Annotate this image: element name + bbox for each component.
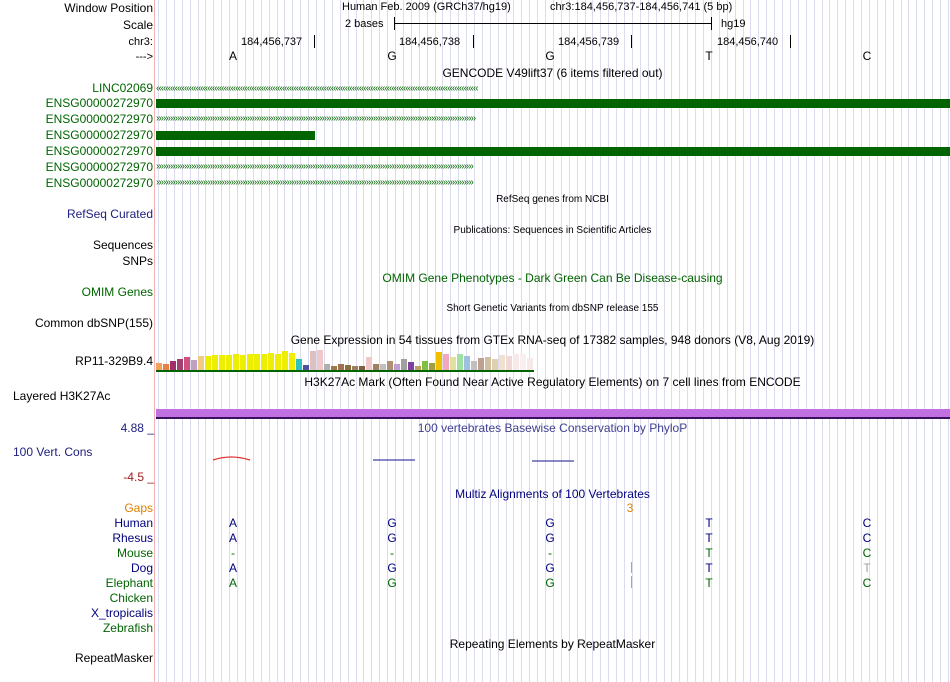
gap-marker-elephant — [631, 576, 632, 588]
gtex-tissue-bar[interactable] — [408, 362, 414, 370]
gtex-tissue-bar[interactable] — [317, 350, 323, 370]
assembly-text: Human Feb. 2009 (GRCh37/hg19) — [342, 1, 511, 13]
window-position-label: Window Position — [64, 1, 153, 15]
dbsnp-label[interactable]: Common dbSNP(155) — [34, 316, 153, 330]
gtex-tissue-bar[interactable] — [268, 353, 274, 370]
h3k27ac-signal[interactable] — [156, 409, 950, 419]
ref-base: G — [545, 49, 555, 63]
alignment-base: G — [545, 561, 555, 575]
gtex-tissue-bar[interactable] — [450, 357, 456, 370]
alignment-base: C — [862, 576, 872, 590]
conservation-max: 4.88 _ — [120, 421, 154, 435]
gtex-tissue-bar[interactable] — [289, 353, 295, 370]
gap-marker-dog — [631, 562, 632, 573]
species-label-xtropicalis: X_tropicalis — [90, 606, 153, 620]
scale-bar-right — [711, 17, 712, 30]
omim-label[interactable]: OMIM Genes — [81, 285, 153, 299]
alignment-base: C — [862, 531, 872, 545]
gtex-tissue-bar[interactable] — [198, 356, 204, 370]
scale-bar — [394, 23, 711, 24]
ref-base: G — [387, 49, 397, 63]
alignment-base: A — [228, 531, 237, 545]
species-label-rhesus: Rhesus — [112, 531, 153, 545]
gtex-tissue-bar[interactable] — [205, 356, 211, 370]
alignment-base: T — [705, 576, 713, 590]
gaps-label: Gaps — [124, 501, 153, 515]
omim-title[interactable]: OMIM Gene Phenotypes - Dark Green Can Be Disease-causing — [382, 271, 723, 285]
gtex-tissue-bar[interactable] — [163, 364, 169, 370]
coord-label: 184,456,737 — [241, 36, 303, 48]
alignment-base: G — [387, 561, 397, 575]
gtex-tissue-bar[interactable] — [247, 354, 253, 370]
alignment-base: T — [705, 561, 713, 575]
conservation-label[interactable]: 100 Vert. Cons — [13, 445, 93, 459]
coord-tick — [631, 35, 632, 48]
alignment-base: C — [862, 516, 872, 530]
gtex-tissue-bar[interactable] — [359, 366, 365, 370]
refseq-title[interactable]: RefSeq genes from NCBI — [496, 194, 609, 205]
gtex-tissue-bar[interactable] — [513, 354, 519, 370]
gtex-tissue-bar[interactable] — [324, 364, 330, 370]
alignment-base: - — [390, 546, 394, 560]
gtex-tissue-bar[interactable] — [233, 354, 239, 370]
scale-label: Scale — [122, 18, 153, 32]
h3k27ac-title[interactable]: H3K27Ac Mark (Often Found Near Active Regulatory Elements) on 7 cell lines from ENCODE — [304, 375, 801, 389]
position-text: chr3:184,456,737-184,456,741 (5 bp) — [550, 1, 733, 13]
gencode-item-label[interactable]: ENSG00000272970 — [45, 112, 153, 126]
gtex-tissue-bar[interactable] — [422, 361, 428, 370]
gencode-item-label[interactable]: ENSG00000272970 — [45, 144, 153, 158]
alignment-base: G — [545, 516, 555, 530]
coord-label: 184,456,738 — [399, 36, 461, 48]
publications-title[interactable]: Publications: Sequences in Scientific Articles — [453, 225, 652, 236]
conservation-min: -4.5 _ — [123, 470, 154, 484]
db-text: hg19 — [721, 18, 746, 30]
alignment-base: C — [862, 546, 872, 560]
ref-base: A — [228, 49, 237, 63]
gtex-tissue-bar[interactable] — [366, 357, 372, 370]
gtex-label[interactable]: RP11-329B9.4 — [75, 354, 153, 368]
gtex-tissue-bar[interactable] — [345, 365, 351, 370]
gtex-title[interactable]: Gene Expression in 54 tissues from GTEx RNA-seq of 17382 samples, 948 donors (V8, Aug 2019) — [290, 333, 815, 347]
coord-label: 184,456,739 — [558, 36, 620, 48]
alignment-base: G — [387, 531, 397, 545]
gtex-tissue-bar[interactable] — [310, 351, 316, 370]
gtex-tissue-bar[interactable] — [499, 355, 505, 370]
gtex-tissue-bar[interactable] — [282, 351, 288, 370]
gtex-tissue-bar[interactable] — [415, 366, 421, 370]
track-labels — [0, 0, 155, 682]
gene-track-intron[interactable]: ››››››››››››››››››››››››››››››››››››››››››››››››››››››››››››››››››››››››››››››››››››››››››››››››››››››››››››››››››››››››››››››››››››››››› — [156, 113, 476, 124]
conservation-peak — [213, 457, 250, 460]
alignment-base: G — [545, 531, 555, 545]
gene-track-linc02069[interactable]: ‹‹‹‹‹‹‹‹‹‹‹‹‹‹‹‹‹‹‹‹‹‹‹‹‹‹‹‹‹‹‹‹‹‹‹‹‹‹‹‹‹‹‹‹‹‹‹‹‹‹‹‹‹‹‹‹‹‹‹‹‹‹‹‹‹‹‹‹‹‹‹‹‹‹‹‹‹‹‹‹‹‹‹‹‹‹‹‹‹‹‹‹‹‹‹‹‹‹‹‹‹‹‹‹‹‹‹‹‹‹‹‹‹‹‹‹‹‹‹‹‹‹‹‹‹‹‹‹‹‹‹‹‹‹‹‹‹‹ — [156, 83, 478, 94]
gtex-tissue-bar[interactable] — [373, 364, 379, 370]
gtex-tissue-bar[interactable] — [520, 354, 526, 370]
dbsnp-title[interactable]: Short Genetic Variants from dbSNP release 155 — [446, 303, 659, 314]
coord-tick — [314, 35, 315, 48]
gtex-tissue-bar[interactable] — [429, 363, 435, 370]
alignment-base: A — [228, 561, 237, 575]
alignment-base: G — [387, 516, 397, 530]
gtex-barchart[interactable] — [156, 349, 534, 372]
gtex-tissue-bar[interactable] — [352, 366, 358, 370]
gene-track-exon[interactable] — [156, 99, 950, 108]
ref-base: T — [705, 49, 713, 63]
repeatmasker-label[interactable]: RepeatMasker — [74, 651, 153, 665]
species-label-dog: Dog — [130, 561, 153, 575]
alignment-base: T — [705, 516, 713, 530]
gtex-tissue-bar[interactable] — [478, 358, 484, 370]
gtex-tissue-bar[interactable] — [464, 356, 470, 370]
gencode-item-label[interactable]: ENSG00000272970 — [45, 128, 153, 142]
chr-label: chr3: — [128, 36, 153, 48]
alignment-base: T — [705, 546, 713, 560]
coord-label: 184,456,740 — [717, 36, 779, 48]
gene-track-intron[interactable]: ›››››››››››››››››››››››››››››››››››››››››››››››››››››››››››››››››››››››››››››››››››››››››››››››››››››››››››››››››››››››››››››››››››››››› — [156, 177, 473, 188]
gtex-tissue-bar[interactable] — [443, 354, 449, 370]
gene-track-exon[interactable] — [156, 131, 315, 140]
gtex-tissue-bar[interactable] — [401, 359, 407, 370]
conservation-title[interactable]: 100 vertebrates Basewise Conservation by PhyloP — [417, 421, 688, 435]
gtex-tissue-bar[interactable] — [261, 354, 267, 370]
ref-base: C — [862, 49, 872, 63]
alignment-base: T — [863, 561, 871, 575]
alignment-base: T — [705, 531, 713, 545]
gtex-tissue-bar[interactable] — [254, 354, 260, 370]
gencode-item-label[interactable]: LINC02069 — [92, 81, 153, 95]
coord-tick — [790, 35, 791, 48]
coord-tick — [473, 35, 474, 48]
gtex-tissue-bar[interactable] — [226, 355, 232, 370]
gencode-item-label[interactable]: ENSG00000272970 — [45, 96, 153, 110]
track-data-area[interactable] — [155, 0, 950, 682]
publications-label[interactable]: Sequences — [92, 238, 153, 252]
gtex-tissue-bar[interactable] — [240, 355, 246, 370]
gtex-tissue-bar[interactable] — [303, 365, 309, 370]
multiz-title[interactable]: Multiz Alignments of 100 Vertebrates — [455, 487, 650, 501]
alignment-base: G — [387, 576, 397, 590]
species-label-elephant: Elephant — [105, 576, 153, 590]
gene-track-intron[interactable]: ›››››››››››››››››››››››››››››››››››››››››››››››››››››››››››››››››››››››››››››››››››››››››››››››››››››››››››››››››››››››››››››››››››››››› — [156, 161, 473, 172]
gtex-tissue-bar[interactable] — [380, 364, 386, 370]
alignment-base: A — [228, 576, 237, 590]
gtex-tissue-bar[interactable] — [527, 358, 533, 370]
refseq-label[interactable]: RefSeq Curated — [66, 207, 153, 221]
gtex-tissue-bar[interactable] — [212, 355, 218, 370]
alignment-base: - — [548, 546, 552, 560]
gtex-tissue-bar[interactable] — [485, 357, 491, 370]
gtex-tissue-bar[interactable] — [191, 360, 197, 370]
gtex-tissue-bar[interactable] — [275, 354, 281, 370]
gtex-tissue-bar[interactable] — [184, 357, 190, 370]
gtex-tissue-bar[interactable] — [436, 352, 442, 370]
gencode-item-label[interactable]: ENSG00000272970 — [45, 160, 153, 174]
gencode-title[interactable]: GENCODE V49lift37 (6 items filtered out) — [442, 66, 663, 80]
gtex-tissue-bar[interactable] — [170, 361, 176, 370]
gtex-tissue-bar[interactable] — [457, 354, 463, 370]
species-label-chicken: Chicken — [109, 591, 153, 605]
gtex-tissue-bar[interactable] — [219, 355, 225, 370]
gtex-tissue-bar[interactable] — [156, 363, 162, 370]
gtex-tissue-bar[interactable] — [331, 366, 337, 370]
strand-label: ---> — [135, 51, 153, 63]
gene-track-exon[interactable] — [156, 147, 950, 156]
alignment-base: G — [545, 576, 555, 590]
alignment-base: A — [228, 516, 237, 530]
gtex-tissue-bar[interactable] — [338, 364, 344, 370]
gap-count: 3 — [626, 501, 634, 515]
conservation-plot[interactable] — [155, 450, 950, 470]
scale-text: 2 bases — [345, 18, 384, 30]
repeatmasker-title[interactable]: Repeating Elements by RepeatMasker — [449, 637, 656, 651]
snps-label[interactable]: SNPs — [122, 254, 153, 268]
gtex-tissue-bar[interactable] — [394, 364, 400, 370]
gtex-tissue-bar[interactable] — [471, 361, 477, 370]
alignment-base: - — [231, 546, 235, 560]
species-label-human: Human — [114, 516, 153, 530]
gtex-tissue-bar[interactable] — [296, 359, 302, 370]
gtex-tissue-bar[interactable] — [177, 359, 183, 370]
gtex-tissue-bar[interactable] — [492, 359, 498, 370]
species-label-mouse: Mouse — [116, 546, 153, 560]
species-label-zebrafish: Zebrafish — [102, 621, 153, 635]
gtex-tissue-bar[interactable] — [506, 356, 512, 370]
gencode-item-label[interactable]: ENSG00000272970 — [45, 176, 153, 190]
h3k27ac-label[interactable]: Layered H3K27Ac — [13, 389, 111, 403]
gtex-tissue-bar[interactable] — [387, 361, 393, 370]
